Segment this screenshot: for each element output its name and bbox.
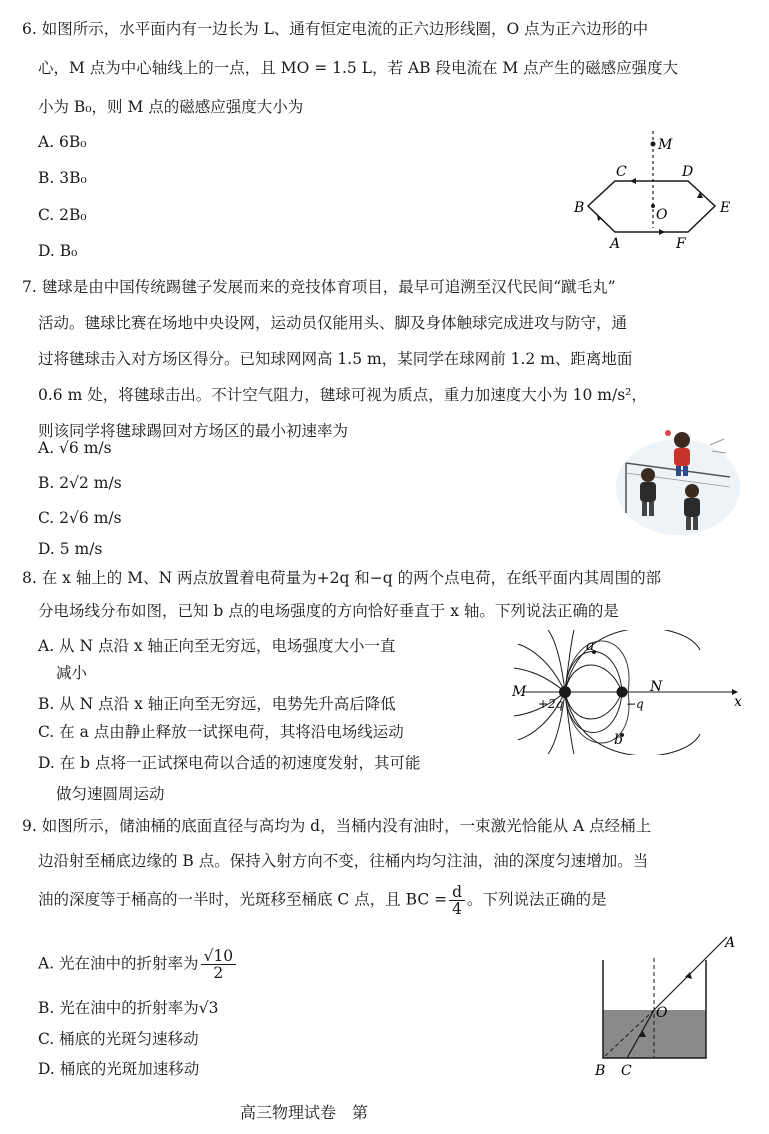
label-a: A [725, 935, 736, 951]
q7-line-1: 7. 毽球是由中国传统踢毽子发展而来的竞技体育项目，最早可追溯至汉代民间“蹴毛丸” [22, 278, 616, 296]
label-b: B [595, 1063, 606, 1077]
electric-field-lines-figure [510, 630, 745, 755]
q8-line-2: 分电场线分布如图，已知 b 点的电场强度的方向恰好垂直于 x 轴。下列说法正确的是 [38, 602, 619, 620]
q7-line-3: 过将毽球击入对方场区得分。已知球网网高 1.5 m，某同学在球网前 1.2 m、距离地面 [38, 350, 633, 368]
q6-option-b: B. 3B₀ [38, 169, 87, 187]
fraction-denominator: 4 [452, 900, 463, 918]
q8-option-a-cont: 减小 [56, 664, 88, 682]
label-n: N [650, 679, 663, 695]
q9-option-c: C. 桶底的光斑匀速移动 [38, 1030, 199, 1048]
q8-option-b: B. 从 N 点沿 x 轴正向至无穷远，电势先升高后降低 [38, 695, 396, 713]
q6-line-2: 心，M 点为中心轴线上的一点，且 MO = 1.5 L，若 AB 段电流在 M 点产生的磁感应强度大 [38, 59, 679, 77]
q7-line-2: 活动。毽球比赛在场地中央设网，运动员仅能用头、脚及身体触球完成进攻与防守，通 [38, 314, 628, 332]
q9-line-2: 边沿射至桶底边缘的 B 点。保持入射方向不变，往桶内均匀注油，油的深度匀速增加。当 [38, 852, 649, 870]
label-f: F [676, 236, 686, 252]
q8-option-d: D. 在 b 点将一正试探电荷以合适的初速度发射，其可能 [38, 754, 421, 772]
label-minus-q: −q [626, 697, 644, 711]
q6-line-1: 6. 如图所示，水平面内有一边长为 L、通有恒定电流的正六边形线圈，O 点为正六边形的中 [22, 20, 649, 38]
q9-option-a-text: A. 光在油中的折射率为 [38, 954, 199, 973]
q8-option-d-cont: 做匀速圆周运动 [56, 785, 165, 803]
fraction-d-over-4 [449, 884, 465, 917]
fraction-numerator: d [449, 884, 465, 901]
fraction-numerator: √10 [201, 948, 237, 965]
q8-option-a: A. 从 N 点沿 x 轴正向至无穷远，电场强度大小一直 [38, 637, 396, 655]
fraction-sqrt10-over-2 [201, 948, 237, 981]
label-a: a [586, 638, 595, 654]
shuttlecock-players-illustration [612, 425, 744, 537]
oil-barrel-figure [585, 925, 745, 1077]
q7-option-a: A. √6 m/s [38, 439, 112, 457]
fraction-denominator: 2 [213, 964, 224, 982]
q9-line-3-suffix: 。下列说法正确的是 [467, 890, 607, 909]
q9-line-3-text: 油的深度等于桶高的一半时，光斑移至桶底 C 点，且 BC = [38, 890, 448, 909]
label-x: x [734, 694, 742, 710]
q7-line-5: 则该同学将毽球踢回对方场区的最小初速率为 [38, 422, 349, 440]
q7-line-4: 0.6 m 处，将毽球击出。不计空气阻力，毽球可视为质点，重力加速度大小为 10 m/s²， [38, 386, 647, 404]
page-footer: 高三物理试卷 第 [240, 1103, 369, 1122]
label-m: M [512, 684, 527, 700]
q9-option-d: D. 桶底的光斑加速移动 [38, 1060, 200, 1078]
label-o: O [656, 207, 668, 223]
label-a: A [610, 236, 621, 252]
label-o: O [656, 1005, 668, 1021]
label-b: B [574, 200, 585, 216]
q6-option-c: C. 2B₀ [38, 206, 87, 224]
q7-option-d: D. 5 m/s [38, 540, 103, 558]
label-m: M [658, 137, 673, 153]
hexagon-coil-figure [570, 128, 740, 253]
q9-line-1: 9. 如图所示，储油桶的底面直径与高均为 d，当桶内没有油时，一束激光恰能从 A 点经桶上 [22, 817, 652, 835]
q6-line-3: 小为 B₀，则 M 点的磁感应强度大小为 [38, 98, 304, 116]
q7-option-c: C. 2√6 m/s [38, 509, 122, 527]
q9-option-b: B. 光在油中的折射率为√3 [38, 999, 219, 1017]
q6-option-a: A. 6B₀ [38, 133, 87, 151]
q8-line-1: 8. 在 x 轴上的 M、N 两点放置着电荷量为+2q 和−q 的两个点电荷，在纸平面内其周围的部 [22, 569, 662, 587]
label-c: C [621, 1063, 632, 1077]
label-plus-2q: +2q [538, 697, 564, 711]
q6-option-d: D. B₀ [38, 242, 78, 260]
q7-option-b: B. 2√2 m/s [38, 474, 122, 492]
label-d: D [682, 164, 694, 180]
label-b: b [614, 732, 623, 748]
label-c: C [616, 164, 627, 180]
q9-option-a [38, 948, 238, 981]
q9-line-3 [38, 884, 607, 917]
label-e: E [720, 200, 731, 216]
q8-option-c: C. 在 a 点由静止释放一试探电荷，其将沿电场线运动 [38, 723, 404, 741]
